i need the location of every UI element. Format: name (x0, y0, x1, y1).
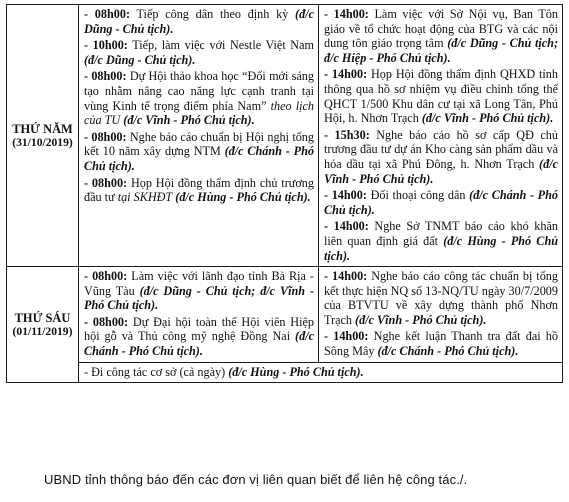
schedule-item (84, 176, 314, 205)
schedule-row-thursday (7, 5, 563, 267)
time-label: - 08h00: (84, 7, 131, 21)
person-label: (đ/c Hùng - Phó Chủ tịch). (172, 190, 311, 205)
item-text: Nghe báo cáo công tác chuẩn bị tổng kết thực hiện NQ số 13-NQ/TU ngày 30/7/2009 của BTVTU về xây dựng thành phố Nhơn Trạch (324, 269, 558, 327)
day-date: (01/11/2019) (12, 325, 73, 339)
person-label: (đ/c Chánh - Phó Chủ tịch). (324, 188, 558, 217)
item-text: Đối thoại công dân (366, 188, 470, 203)
weekly-schedule-table (6, 4, 563, 383)
schedule-item (84, 365, 558, 380)
time-label: - 08h00: (84, 129, 127, 144)
time-label: - 14h00: (324, 7, 369, 21)
item-text: Nghe báo cáo hồ sơ cấp QĐ chủ trương đầu tư dự án Kho càng sản phẩm dầu và hóa dầu tại xã Phú Đông, h. Nhơn Trạch (324, 127, 558, 171)
schedule-item (324, 128, 558, 186)
time-label: - 14h00: (324, 188, 367, 203)
schedule-item (84, 269, 314, 313)
day-name: THỨ NĂM (12, 122, 73, 137)
item-note: theo lịch của TU (84, 98, 314, 128)
time-label: - 08h00: (84, 314, 129, 329)
schedule-item (324, 7, 558, 65)
person-label: (đ/c Dũng - Chủ tịch; đ/c Vĩnh - Phó Chủ tịch). (84, 283, 314, 313)
person-label: (đ/c Vĩnh - Phó Chủ tịch). (355, 312, 487, 327)
person-label: (đ/c Chánh - Phó Chủ tịch). (377, 344, 519, 359)
person-label: (đ/c Hùng - Phó Chủ tịch). (324, 233, 558, 263)
item-text: Nghe Sở TNMT báo cáo khó khăn liên quan định giá đất (324, 219, 558, 248)
morning-cell (79, 267, 319, 363)
time-label: - 14h00: (324, 67, 368, 82)
schedule-item (84, 7, 314, 36)
schedule-item (84, 38, 314, 67)
schedule-item (84, 130, 314, 174)
person-label: (đ/c Hùng - Phó Chủ tịch). (228, 364, 364, 379)
person-label: (đ/c Dũng - Chủ tịch). (84, 52, 196, 67)
schedule-row-friday-fullday (7, 362, 563, 383)
schedule-item (324, 67, 558, 125)
item-text: Tiếp công dân theo định kỳ (130, 7, 296, 21)
footer-notice: UBND tỉnh thông báo đến các đơn vị liên quan biết để liên hệ công tác./. (44, 472, 468, 487)
person-label: (đ/c Dũng - Chủ tịch; đ/c Hiệp - Phó Chủ tịch). (324, 36, 558, 65)
time-label: - 14h00: (324, 219, 369, 234)
schedule-item (84, 69, 314, 127)
time-label: - 15h30: (324, 127, 370, 142)
schedule-item (324, 329, 558, 358)
day-cell-friday (7, 267, 79, 383)
morning-cell (79, 5, 319, 267)
schedule-item (324, 269, 558, 327)
person-label: (đ/c Dũng - Chủ tịch). (84, 7, 314, 36)
person-label: (đ/c Vĩnh - Phó Chủ tịch). (120, 113, 255, 128)
afternoon-cell (319, 5, 563, 267)
item-text: Làm việc với lãnh đạo tỉnh Bà Rịa - Vũng Tàu (84, 269, 314, 298)
full-day-cell (79, 362, 563, 383)
item-text: Nghe báo cáo chuẩn bị Hội nghị tổng kết 10 năm xây dựng NTM (84, 129, 314, 159)
time-label: - 14h00: (324, 329, 369, 344)
schedule-row-friday (7, 267, 563, 363)
person-label: (đ/c Chánh - Phó Chủ tịch). (84, 329, 314, 359)
time-label: - 14h00: (324, 269, 368, 284)
time-label: - 10h00: (84, 38, 128, 53)
time-label: - 08h00: (84, 69, 127, 84)
schedule-item (324, 188, 558, 217)
person-label: (đ/c Vĩnh - Phó Chủ tịch). (324, 156, 558, 186)
schedule-item (324, 219, 558, 263)
person-label: (đ/c Vĩnh - Phó Chủ tịch). (421, 111, 554, 126)
item-text: Nghe kết luận Thanh tra đất đai hồ Sông Mây (324, 329, 558, 359)
item-text: Tiếp, làm việc với Nestle Việt Nam (127, 38, 314, 53)
day-cell-thursday (7, 5, 79, 267)
day-date: (31/10/2019) (12, 136, 73, 150)
item-text: - Đi công tác cơ sở (cả ngày) (84, 364, 229, 379)
item-text: Làm việc với Sở Nội vụ, Ban Tôn giáo về tổ chức hoạt động của BTG và các nội dung tôn giáo trọng tâm (324, 7, 558, 51)
item-text: Dự Hội thảo khoa học “Đổi mới sáng tạo nhằm nâng cao năng lực cạnh tranh tại vùng Kinh tế trọng điểm phía Nam” (84, 69, 314, 113)
person-label: (đ/c Chánh - Phó Chủ tịch). (84, 144, 314, 173)
item-text: Họp Hội đồng thẩm định chủ trương đầu tư (84, 175, 314, 205)
afternoon-cell (319, 267, 563, 363)
schedule-item (84, 315, 314, 359)
time-label: - 08h00: (84, 175, 128, 190)
day-name: THỨ SÁU (14, 311, 71, 326)
item-text: Họp Hội đồng thẩm định QHXD tỉnh thông qua hồ sơ nhiệm vụ điều chỉnh tổng thể QHCT 1/500 Khu dân cư tại xã Long Tân, Phú Hội, h. Nhơn Trạch (324, 67, 558, 126)
item-note: tại SKHĐT (117, 190, 173, 205)
item-text: Dự Đại hội toàn thể Hội viên Hiệp hội gỗ và Thủ công mỹ nghệ Đồng Nai (84, 314, 314, 344)
time-label: - 08h00: (84, 269, 128, 284)
